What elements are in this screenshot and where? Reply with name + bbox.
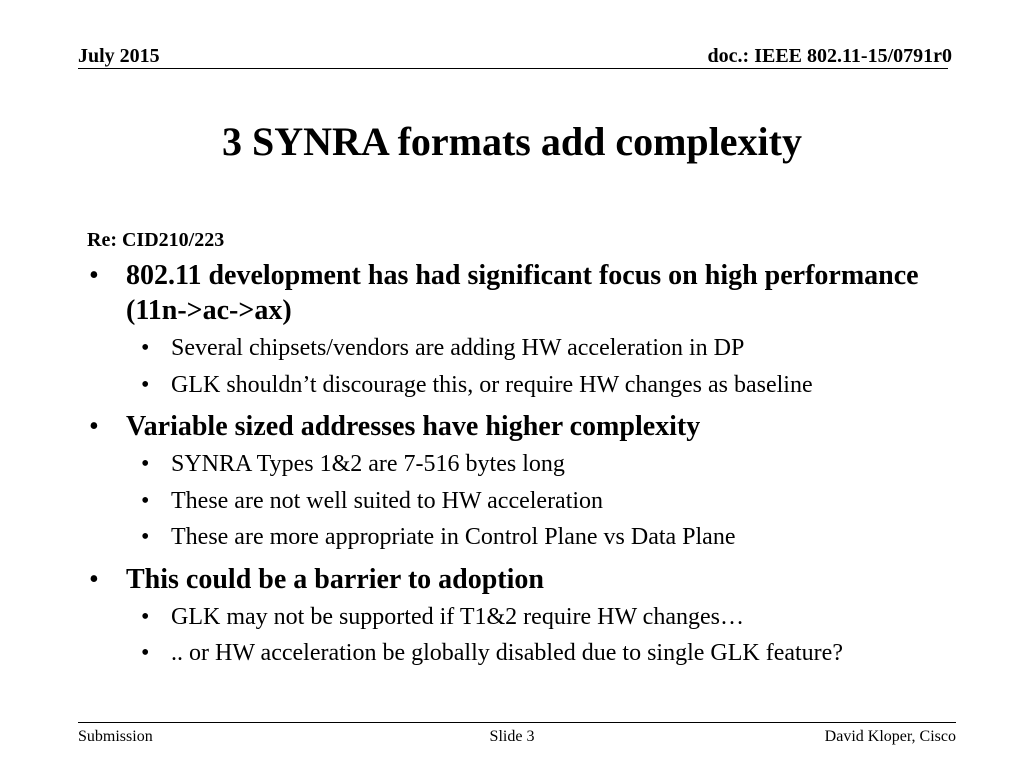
sub-bullet-text: SYNRA Types 1&2 are 7-516 bytes long bbox=[171, 451, 565, 477]
sub-bullet-text: .. or HW acceleration be globally disabled due to single GLK feature? bbox=[171, 640, 843, 666]
sub-bullet-text: GLK may not be supported if T1&2 require HW changes… bbox=[171, 603, 744, 630]
sub-bullet-item bbox=[126, 519, 967, 556]
bullet-glyph: • bbox=[89, 260, 99, 291]
slide-title: 3 SYNRA formats add complexity bbox=[222, 119, 802, 164]
sub-bullet-item bbox=[126, 330, 967, 367]
sub-bullet-text: These are not well suited to HW acceleration bbox=[171, 487, 604, 514]
footer-slide-number: Slide 3 bbox=[489, 728, 535, 745]
footer-submission: Submission bbox=[78, 728, 153, 745]
sub-bullet-text: GLK shouldn’t discourage this, or require HW changes as baseline bbox=[171, 371, 813, 398]
footer-author: David Kloper, Cisco bbox=[824, 728, 956, 745]
sub-bullet-glyph: • bbox=[141, 603, 150, 630]
sub-bullet-item bbox=[126, 635, 967, 672]
intro-line: Re: CID210/223 bbox=[87, 229, 225, 251]
bullet-list bbox=[87, 258, 967, 672]
sub-bullet-list bbox=[126, 446, 967, 556]
footer-divider bbox=[78, 722, 956, 723]
bullet-text: 802.11 development has had significant focus on high performance (11n->ac->ax) bbox=[126, 260, 919, 326]
sub-bullet-item bbox=[126, 446, 967, 483]
bullet-item bbox=[87, 409, 967, 556]
sub-bullet-list bbox=[126, 599, 967, 672]
sub-bullet-glyph: • bbox=[141, 524, 150, 550]
bullet-item bbox=[87, 258, 967, 403]
sub-bullet-list bbox=[126, 330, 967, 403]
sub-bullet-item bbox=[126, 367, 967, 404]
sub-bullet-text: Several chipsets/vendors are adding HW acceleration in DP bbox=[171, 335, 745, 361]
bullet-text: Variable sized addresses have higher complexity bbox=[126, 411, 701, 442]
bullet-item bbox=[87, 562, 967, 672]
sub-bullet-item bbox=[126, 483, 967, 520]
bullet-glyph: • bbox=[89, 411, 99, 442]
sub-bullet-glyph: • bbox=[141, 335, 150, 361]
bullet-glyph: • bbox=[89, 563, 99, 595]
header-date: July 2015 bbox=[78, 45, 160, 67]
sub-bullet-glyph: • bbox=[141, 487, 150, 514]
sub-bullet-glyph: • bbox=[141, 640, 150, 666]
sub-bullet-text: These are more appropriate in Control Plane vs Data Plane bbox=[171, 524, 736, 550]
slide-body bbox=[87, 226, 967, 678]
header-divider bbox=[78, 68, 948, 69]
bullet-text: This could be a barrier to adoption bbox=[126, 563, 544, 595]
sub-bullet-glyph: • bbox=[141, 371, 150, 398]
sub-bullet-item bbox=[126, 599, 967, 636]
header-doc-id: doc.: IEEE 802.11-15/0791r0 bbox=[707, 45, 952, 67]
sub-bullet-glyph: • bbox=[141, 451, 150, 477]
